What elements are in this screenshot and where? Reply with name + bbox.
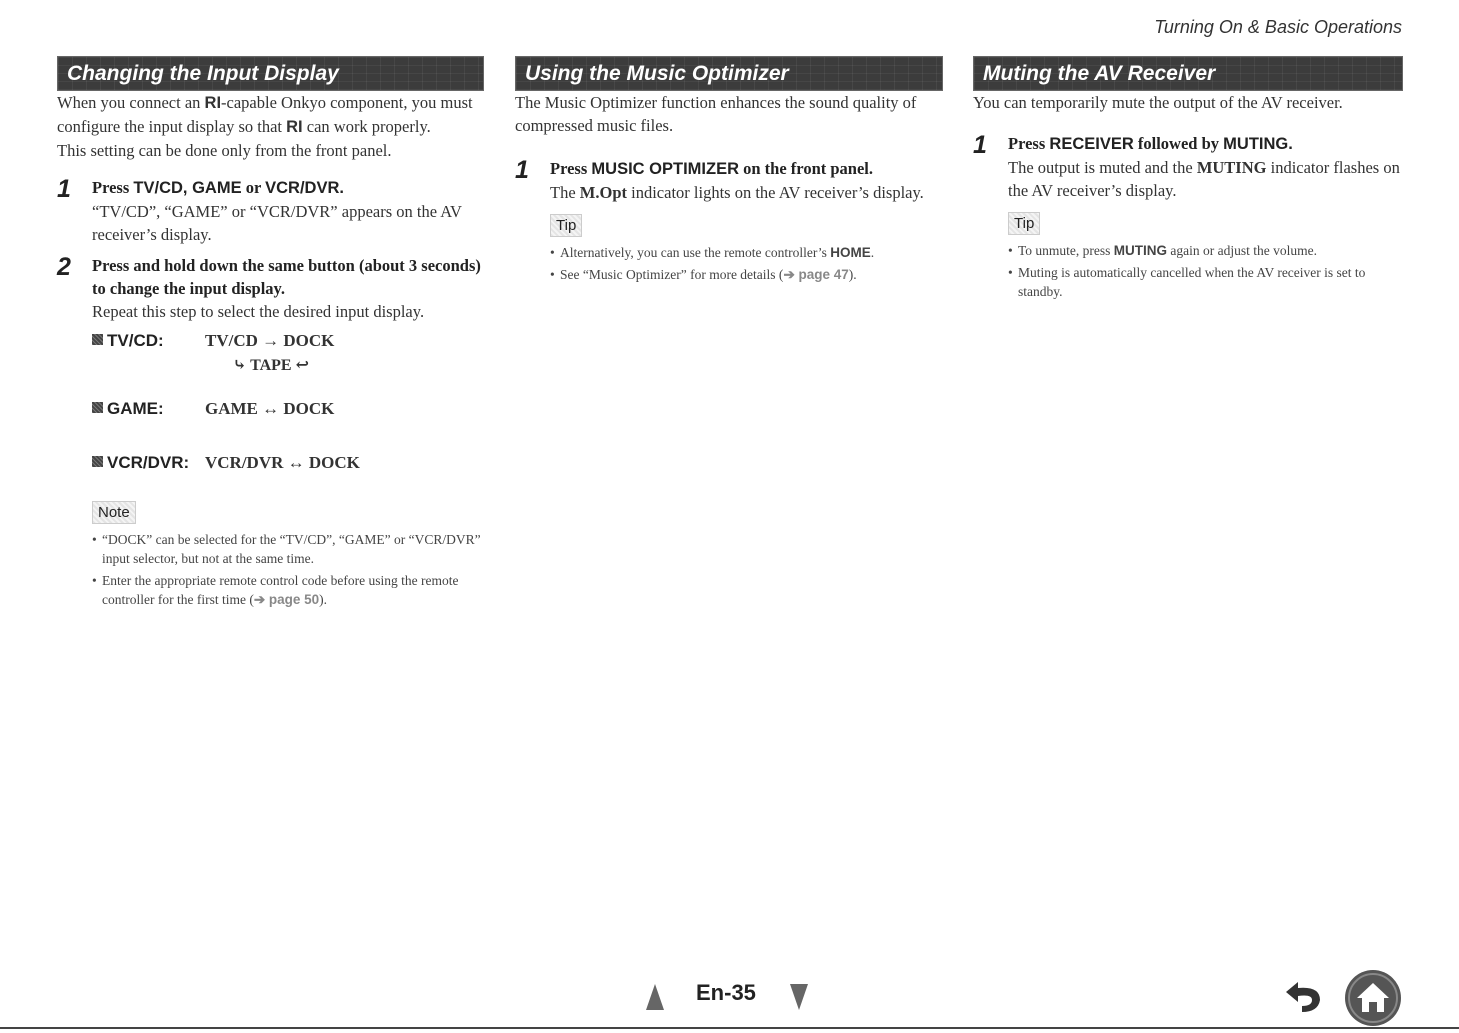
step-heading: Press MUSIC OPTIMIZER on the front panel. <box>550 159 873 178</box>
section-banner: Muting the AV Receiver <box>973 56 1403 91</box>
note-item: • “DOCK” can be selected for the “TV/CD”, “GAME” or “VCR/DVR” input selector, but not at the same time. <box>92 530 484 568</box>
step-description: The M.Opt indicator lights on the AV receiver’s display. <box>550 183 924 202</box>
intro-paragraph: You can temporarily mute the output of the AV receiver. <box>973 93 1343 112</box>
section-banner: Changing the Input Display <box>57 56 484 91</box>
flow-vcrdvr: VCR/DVR: VCR/DVR ↔ DOCK <box>57 451 484 487</box>
intro-paragraph: When you connect an RI-capable Onkyo component, you must configure the input display so that RI can work properly. This setting can be done only from the front panel. <box>57 93 473 160</box>
page-number: En-35 <box>696 980 756 1005</box>
page-link[interactable]: ➔ page 47 <box>783 267 849 282</box>
tip-tag: Tip <box>1008 212 1040 235</box>
step-heading: Press RECEIVER followed by MUTING. <box>1008 134 1293 153</box>
section-title: Turning On & Basic Operations <box>1154 17 1402 37</box>
tip-tag: Tip <box>550 214 582 237</box>
ri-logo: RI <box>204 94 222 112</box>
previous-page-arrow-icon[interactable] <box>646 984 664 1010</box>
note-box <box>57 501 484 609</box>
step-1 <box>973 132 1403 202</box>
note-tag: Note <box>92 501 136 524</box>
flow-game: GAME: GAME ↔ DOCK <box>57 397 484 447</box>
section-banner: Using the Music Optimizer <box>515 56 943 91</box>
bullet-square-icon <box>92 334 103 345</box>
tip-box <box>973 212 1403 301</box>
step-heading: Press and hold down the same button (about 3 seconds) to change the input display. <box>92 256 481 298</box>
home-icon[interactable] <box>1343 968 1403 1028</box>
step-description: The output is muted and the MUTING indicator flashes on the AV receiver’s display. <box>1008 158 1400 200</box>
step-number: 1 <box>515 156 529 184</box>
tip-item: • To unmute, press MUTING again or adjust the volume. <box>1008 241 1403 260</box>
step-heading: Press TV/CD, GAME or VCR/DVR. <box>92 178 344 197</box>
step-1 <box>57 176 484 246</box>
ri-logo: RI <box>286 118 303 136</box>
step-number: 2 <box>57 253 71 281</box>
step-description: Repeat this step to select the desired input display. <box>92 302 425 321</box>
tip-item: • Alternatively, you can use the remote controller’s HOME. <box>550 243 943 262</box>
bottom-rule <box>0 1027 1459 1029</box>
tip-item: • Muting is automatically cancelled when the AV receiver is set to standby. <box>1008 263 1403 301</box>
footer <box>0 978 1459 1014</box>
step-1 <box>515 157 943 204</box>
column-muting <box>973 56 1403 304</box>
flow-tvcd: TV/CD: TV/CD → DOCK ⤷ TAPE ↩ <box>57 329 484 393</box>
next-page-arrow-icon[interactable] <box>790 984 808 1010</box>
step-description: “TV/CD”, “GAME” or “VCR/DVR” appears on the AV receiver’s display. <box>92 202 462 244</box>
bullet-square-icon <box>92 402 103 413</box>
note-item: • Enter the appropriate remote control code before using the remote controller for the first time (➔ page 50). <box>92 571 484 609</box>
column-changing-input-display <box>57 56 484 612</box>
step-2 <box>57 254 484 323</box>
tip-item: • See “Music Optimizer” for more details (➔ page 47). <box>550 265 943 284</box>
intro-paragraph: The Music Optimizer function enhances the sound quality of compressed music files. <box>515 93 917 135</box>
back-icon[interactable] <box>1276 978 1326 1014</box>
column-music-optimizer <box>515 56 943 287</box>
tip-box <box>515 214 943 284</box>
bullet-square-icon <box>92 456 103 467</box>
step-number: 1 <box>973 131 987 159</box>
page-link[interactable]: ➔ page 50 <box>253 592 320 607</box>
step-number: 1 <box>57 175 71 203</box>
